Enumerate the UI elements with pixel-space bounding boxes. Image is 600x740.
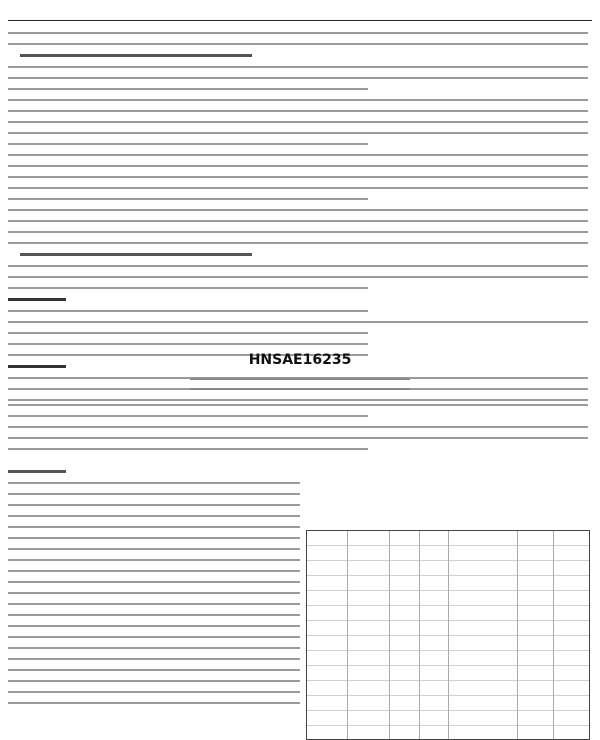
running-header	[8, 6, 592, 21]
paper-title: HNSAE16235	[248, 352, 352, 368]
introduction-text	[8, 470, 300, 713]
paper-affiliation	[190, 388, 410, 390]
paper-authors	[190, 378, 410, 380]
specification-table	[306, 530, 590, 740]
abstract	[8, 404, 588, 459]
